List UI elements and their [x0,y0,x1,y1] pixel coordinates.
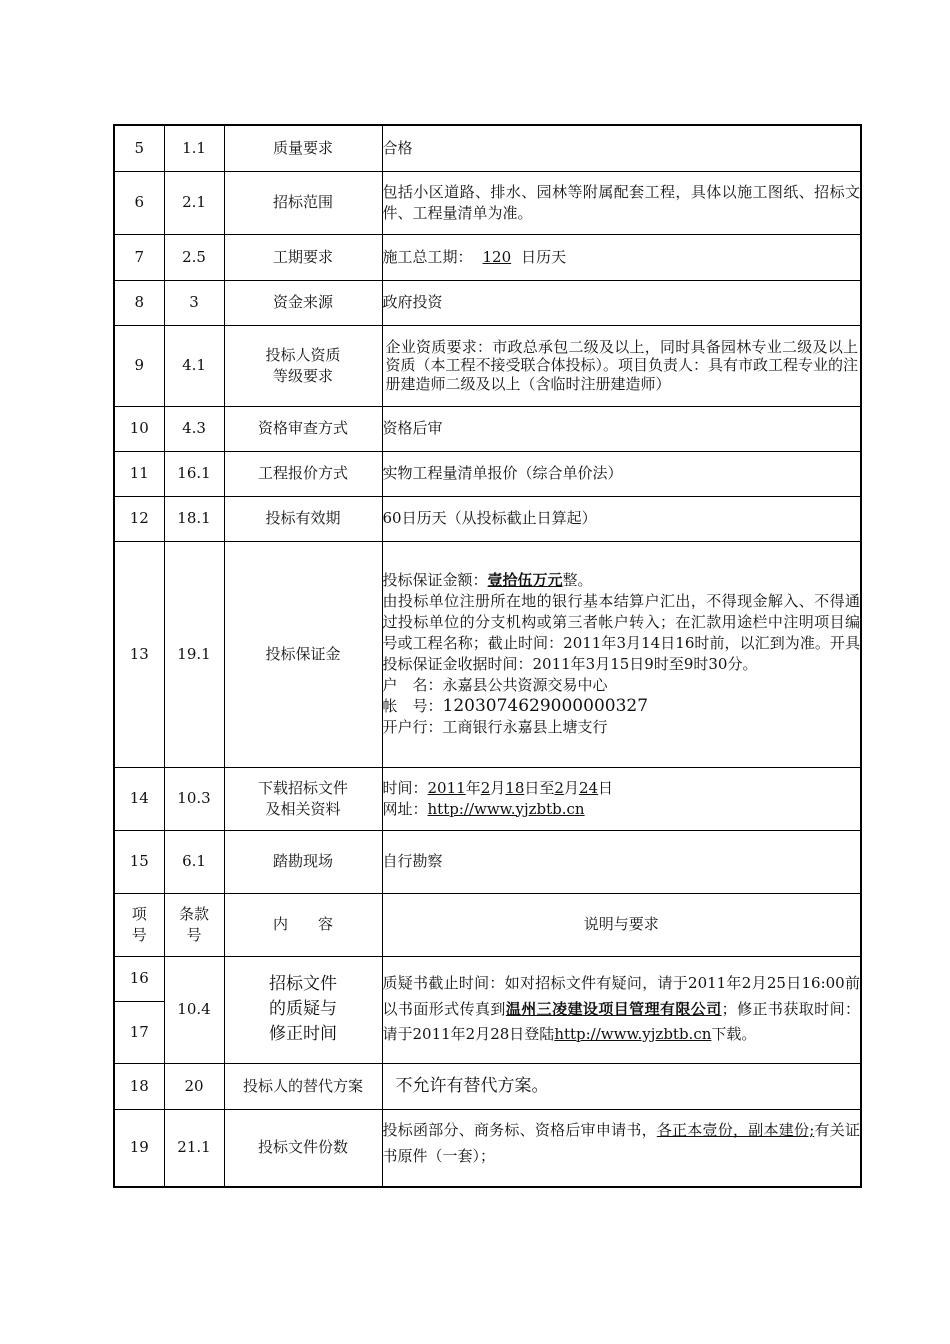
qa-url-link[interactable]: http://www.yjzbtb.cn [554,1025,712,1044]
date-text: 日至 [524,778,555,797]
download-month-start: 2 [480,778,491,797]
deposit-amount-label: 投标保证金额： [382,571,488,589]
table-row [114,956,861,1001]
table-row [114,125,861,171]
table-header-row [114,893,861,956]
item-name: 资格审查方式 [224,406,382,451]
item-description: 合格 [382,125,861,171]
clause-number: 20 [164,1063,224,1109]
header-text: 项 [131,904,147,923]
duration-label: 施工总工期： [382,247,473,266]
item-description: 政府投资 [382,280,861,325]
duration-unit: 日历天 [521,247,567,266]
header-text: 号 [131,925,147,944]
clause-number: 19.1 [164,541,224,767]
item-name: 投标人的替代方案 [224,1063,382,1109]
header-row-number [114,893,164,956]
row-number: 7 [114,234,164,280]
download-day-end: 24 [578,778,599,797]
item-name: 投标有效期 [224,496,382,541]
table-row [114,496,861,541]
table-row [114,541,861,767]
qa-deadline-text: 质疑书截止时间：如对招标文件有疑问，请于2011年2月25日16:00前以书面形式传真到 [382,974,860,1018]
qa-correction-text: ；修正书获取时间：请于2011年2月28日登陆 [382,999,860,1044]
item-description: 实物工程量清单报价（综合单价法） [382,451,861,496]
table-row [114,830,861,893]
bank-name: 开户行：工商银行永嘉县上塘支行 [382,718,608,736]
clause-number: 16.1 [164,451,224,496]
clause-number: 6.1 [164,830,224,893]
copies-text: 投标函部分、商务标、资格后审申请书， [382,1121,657,1140]
clause-number: 2.5 [164,234,224,280]
header-clause-number [164,893,224,956]
item-name: 资金来源 [224,280,382,325]
item-description: 包括小区道路、排水、园林等附属配套工程，具体以施工图纸、招标文件、工程量清单为准。 [382,171,861,234]
item-description: 60日历天（从投标截止日算起） [382,496,861,541]
table-row [114,325,861,406]
item-name: 招标范围 [224,171,382,234]
item-name-line: 的质疑与 [269,999,337,1019]
item-name: 投标文件份数 [224,1109,382,1187]
clause-number: 18.1 [164,496,224,541]
row-number: 6 [114,171,164,234]
date-text: 月 [563,778,579,797]
row-number: 14 [114,767,164,830]
account-name: 户 名：永嘉县公共资源交易中心 [382,676,608,694]
download-url-link[interactable]: http://www.yjzbtb.cn [427,799,585,818]
item-name [224,956,382,1063]
row-number: 10 [114,406,164,451]
bid-info-table [113,124,862,1188]
item-description: 自行勘察 [382,830,861,893]
item-name: 踏勘现场 [224,830,382,893]
item-name-line: 下载招标文件 [257,778,348,797]
row-number: 5 [114,125,164,171]
item-name: 投标保证金 [224,541,382,767]
item-description [382,1109,861,1187]
row-number: 15 [114,830,164,893]
row-number: 18 [114,1063,164,1109]
header-content: 内 容 [224,893,382,956]
item-name-line: 及相关资料 [265,799,341,818]
clause-number: 2.1 [164,171,224,234]
item-description [382,767,861,830]
row-number: 8 [114,280,164,325]
item-description [382,956,861,1063]
download-month-end: 2 [554,778,564,797]
clause-number: 4.1 [164,325,224,406]
clause-number: 1.1 [164,125,224,171]
table-row [114,1063,861,1109]
header-text: 号 [186,925,202,944]
item-description [382,234,861,280]
account-number [383,696,861,717]
qa-company-name: 温州三凌建设项目管理有限公司 [505,999,722,1018]
deposit-amount-value: 壹拾伍万元 [487,571,563,589]
row-number: 13 [114,541,164,767]
copies-count: 各正本壹份，副本建份; [656,1121,815,1140]
clause-number: 3 [164,280,224,325]
date-text: 日 [598,778,614,797]
item-description: 不允许有替代方案。 [382,1063,861,1109]
item-name: 工期要求 [224,234,382,280]
table-row [114,406,861,451]
header-description: 说明与要求 [382,893,861,956]
item-name [224,767,382,830]
download-url-label: 网址： [382,799,428,818]
date-text: 月 [490,778,506,797]
table-row [114,451,861,496]
duration-value: 120 [482,247,512,266]
row-number: 11 [114,451,164,496]
download-year: 2011 [427,778,466,797]
item-name: 质量要求 [224,125,382,171]
download-day-start: 18 [505,778,525,797]
item-name [224,325,382,406]
download-time-label: 时间： [382,778,428,797]
copies-certificates: 有关证书原件（一套）； [382,1121,860,1165]
table-row [114,280,861,325]
table-row [114,767,861,830]
row-number: 17 [114,1001,164,1063]
table-row [114,234,861,280]
download-time [383,778,861,799]
item-name-line: 等级要求 [272,366,333,385]
row-number: 9 [114,325,164,406]
table-row [114,1109,861,1187]
item-description [382,541,861,767]
row-number: 16 [114,956,164,1001]
date-text: 年 [465,778,481,797]
item-name-line: 招标文件 [269,974,337,994]
item-description: 资格后审 [382,406,861,451]
clause-number: 10.3 [164,767,224,830]
item-name-line: 修正时间 [269,1024,337,1044]
table-row [114,171,861,234]
deposit-amount-suffix: 整。 [562,571,593,589]
header-text: 条款 [178,904,209,923]
qa-download-text: 下载。 [711,1025,757,1044]
item-name-line: 投标人资质 [265,345,341,364]
download-url [383,799,861,820]
deposit-amount [383,570,861,591]
clause-number: 10.4 [164,956,224,1063]
account-number-value: 1203074629000000327 [442,696,649,716]
row-number: 19 [114,1109,164,1187]
deposit-instructions: 由投标单位注册所在地的银行基本结算户汇出，不得现金解入、不得通过投标单位的分支机构或第三者帐户转入；在汇款用途栏中注明项目编号或工程名称；截止时间：2011年3月14日16时前，以汇到为准。开具投标保证金收据时间：2011年3月15日9时至9时30分。 [382,592,860,673]
account-number-label: 帐 号： [382,697,443,715]
clause-number: 4.3 [164,406,224,451]
item-name: 工程报价方式 [224,451,382,496]
item-description: 企业资质要求：市政总承包二级及以上，同时具备园林专业二级及以上资质（本工程不接受联合体投标）。项目负责人：具有市政工程专业的注册建造师二级及以上（含临时注册建造师） [382,325,861,406]
row-number: 12 [114,496,164,541]
clause-number: 21.1 [164,1109,224,1187]
